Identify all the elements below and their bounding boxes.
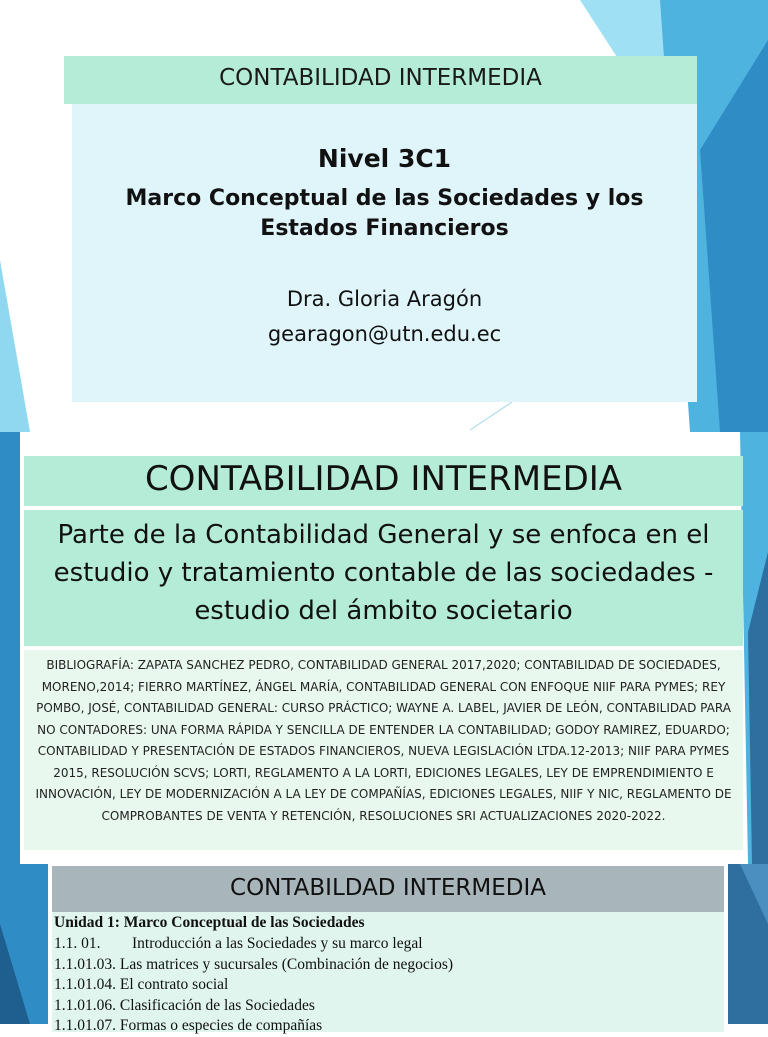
item-code: 1.1.01.04. <box>54 976 116 993</box>
course-header: CONTABILIDAD INTERMEDIA <box>64 56 697 104</box>
list-item <box>54 934 724 955</box>
list-item <box>54 975 724 996</box>
item-code: 1.1.01.07. <box>54 1017 116 1034</box>
list-item <box>54 996 724 1017</box>
item-text: Las matrices y sucursales (Combinación de negocios) <box>119 955 454 973</box>
slide-contents <box>0 864 768 1034</box>
author-email: gearagon@utn.edu.ec <box>267 322 502 346</box>
item-text: El contrato social <box>119 976 229 993</box>
level-label: Nivel 3C1 <box>317 144 452 173</box>
deco-left-strip <box>0 432 20 864</box>
slide-title <box>0 0 768 432</box>
course-description: Parte de la Contabilidad General y se enfoca en el estudio y tratamiento contable de las sociedades - estudio del ámbito societario <box>24 510 743 646</box>
author-name: Dra. Gloria Aragón <box>286 287 483 311</box>
list-item <box>54 955 724 976</box>
item-code: 1.1.01.03. <box>54 955 116 973</box>
course-header: CONTABILIDAD INTERMEDIA <box>24 456 743 506</box>
unit-title: Unidad 1: Marco Conceptual de las Sociedades <box>54 914 365 931</box>
item-code: 1.1.01.06. <box>54 996 116 1014</box>
item-text: Clasificación de las Sociedades <box>119 996 315 1014</box>
deco-left-triangle <box>0 260 30 432</box>
course-header: CONTABILDAD INTERMEDIA <box>52 866 724 912</box>
list-item <box>54 1016 724 1037</box>
subtitle: Marco Conceptual de las Sociedades y los Estados Financieros <box>125 186 644 241</box>
item-text: Introducción a las Sociedades y su marco legal <box>132 935 423 952</box>
bibliography: BIBLIOGRAFÍA: ZAPATA SANCHEZ PEDRO, CONTABILIDAD GENERAL 2017,2020; CONTABILIDAD DE SOCIEDADES, MORENO,2014; FIERRO MARTÍNEZ, ÁNGEL MARÍA, CONTABILIDAD GENERAL CON ENFOQUE NIIF PARA PYMES; REY POMBO, JOSÉ, CONTABILIDAD GENERAL: CURSO PRÁCTICO; WAYNE A. LABEL, JAVIER DE LEÓN, CONTABILIDAD PARA NO CONTADORES: UNA FORMA RÁPIDA Y SENCILLA DE ENTENDER LA CONTABILIDAD; GODOY RAMIREZ, EDUARDO; CONTABILIDAD Y PRESENTACIÓN DE ESTADOS FINANCIEROS, NUEVA LEGISLACIÓN LTDA.12-2013; NIIF PARA PYMES 2015, RESOLUCIÓN SCVS; LORTI, REGLAMENTO A LA LORTI, EDICIONES LEGALES, LEY DE EMPRENDIMIENTO E INNOVACIÓN, LEY DE MODERNIZACIÓN A LA LEY DE COMPAÑÍAS, EDICIONES LEGALES, NIIF Y NIC, REGLAMENTO DE COMPROBANTES DE VENTA Y RETENCIÓN, RESOLUCIONES SRI ACTUALIZACIONES 2020-2022. <box>24 650 743 850</box>
item-code: 1.1. 01. <box>54 935 101 952</box>
item-text: Formas o especies de compañías <box>119 1017 323 1034</box>
unit-contents <box>52 912 724 1032</box>
title-box <box>72 104 697 402</box>
slide-description <box>0 432 768 864</box>
